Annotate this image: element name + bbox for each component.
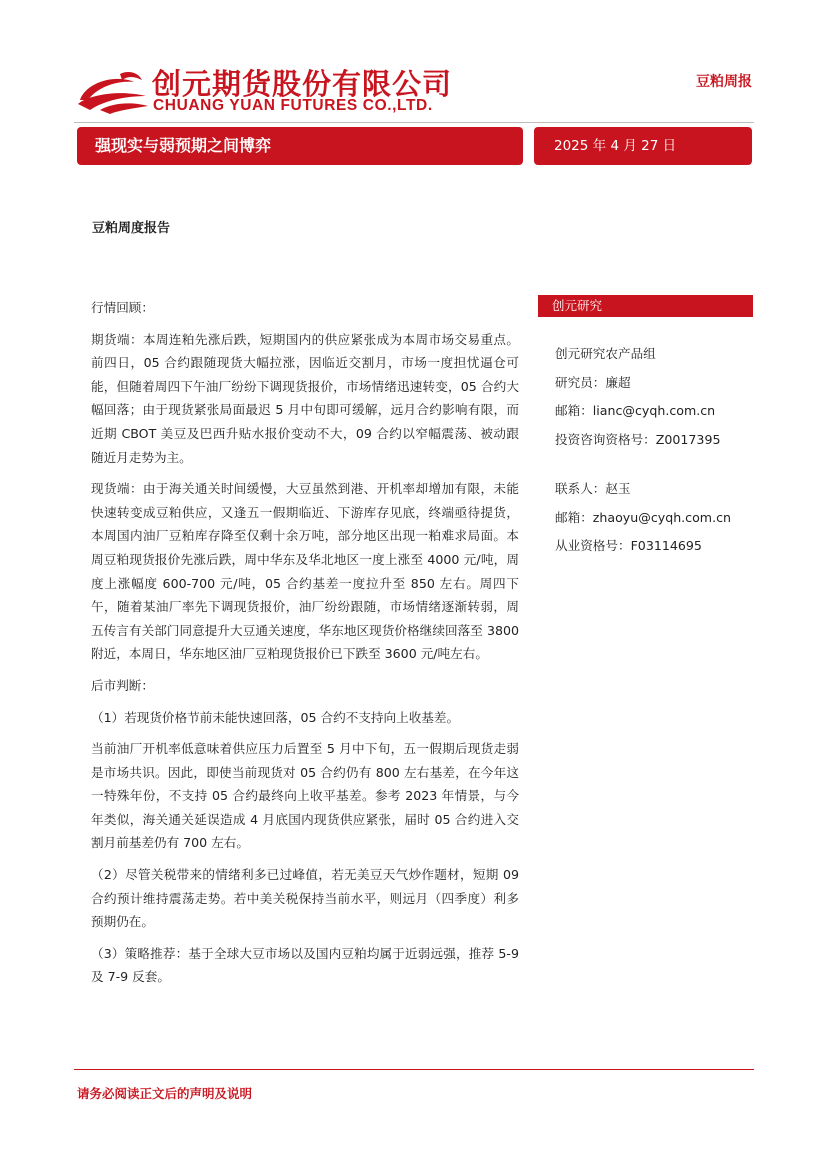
brand-name-en: CHUANG YUAN FUTURES CO.,LTD. — [153, 97, 433, 114]
chuangyuan-logo-icon — [76, 70, 150, 114]
sidebar-team: 创元研究农产品组 — [555, 346, 656, 361]
sidebar-section-title: 创元研究 — [552, 298, 603, 313]
header-divider — [74, 122, 754, 123]
paragraph-point-1-detail: 当前油厂开机率低意味着供应压力后置至 5 月中下旬，五一假期后现货走弱是市场共识。因此，即使当前现货对 05 合约仍有 800 左右基差，在今年这一特殊年份，不支持 05 合约最终向上收平基差。参考 2023 年情景，与今年类似，海关通关延误造成 4 月底国内现货供应紧张，届时 05 合约进入交割月前基差仍有 700 左右。 — [91, 741, 519, 851]
paragraph-point-3: （3）策略推荐：基于全球大豆市场以及国内豆粕均属于近弱远强，推荐 5-9 及 7-9 反套。 — [91, 945, 519, 985]
main-content — [91, 296, 519, 997]
report-title-bar — [77, 127, 523, 165]
document-type: 豆粕周度报告 — [92, 221, 171, 236]
section-heading-outlook: 后市判断： — [91, 677, 154, 693]
footer-disclaimer-note: 请务必阅读正文后的声明及说明 — [77, 1086, 253, 1101]
paragraph-point-1: （1）若现货价格节前未能快速回落，05 合约不支持向上收基差。 — [91, 709, 460, 725]
sidebar-contact-email: 邮箱：zhaoyu@cyqh.com.cn — [555, 510, 731, 525]
sidebar-contact-license: 从业资格号：F03114695 — [555, 538, 702, 553]
paragraph-futures: 期货端：本周连粕先涨后跌，短期国内的供应紧张成为本周市场交易重点。前四日，05 合约跟随现货大幅拉涨，因临近交割月，市场一度担忧逼仓可能，但随着周四下午油厂纷纷下调现货报价，市场情绪迅速转变，05 合约大幅回落；由于现货紧张局面最迟 5 月中旬即可缓解，远月合约影响有限，而近期 CBOT 美豆及巴西升贴水报价变动不大，09 合约以窄幅震荡、被动跟随近月走势为主。 — [91, 331, 519, 465]
report-type-label: 豆粕周报 — [696, 74, 752, 90]
section-heading-review: 行情回顾： — [91, 300, 154, 315]
footer-divider — [74, 1069, 754, 1070]
sidebar-researcher-email: 邮箱：lianc@cyqh.com.cn — [555, 403, 716, 418]
paragraph-spot: 现货端：由于海关通关时间缓慢，大豆虽然到港、开机率却增加有限，未能快速转变成豆粕供应，又逢五一假期临近、下游库存见底，终端亟待提货，本周国内油厂豆粕库存降至仅剩十余万吨，部分地区出现一粕难求局面。本周豆粕现货报价先涨后跌，周中华东及华北地区一度上涨至 4000 元/吨，周度上涨幅度 600-700 元/吨，05 合约基差一度拉升至 850 左右。周四下午，随着某油厂率先下调现货报价，油厂纷纷跟随，市场情绪逐渐转弱，周五传言有关部门同意提升大豆通关速度，华东地区现货价格继续回落至 3800 附近，本周日，华东地区油厂豆粕现货报价已下跌至 3600 元/吨左右。 — [91, 481, 519, 662]
sidebar-researcher: 研究员：廉超 — [555, 375, 631, 390]
paragraph-point-2: （2）尽管关税带来的情绪利多已过峰值，若无美豆天气炒作题材，短期 09 合约预计维持震荡走势。若中美关税保持当前水平，则远月（四季度）利多预期仍在。 — [91, 867, 519, 930]
report-title: 强现实与弱预期之间博弈 — [95, 136, 272, 155]
brand-name-cn: 创元期货股份有限公司 — [152, 67, 453, 101]
report-date-bar — [534, 127, 752, 165]
sidebar-section-bar — [538, 295, 753, 317]
report-date: 2025 年 4 月 27 日 — [554, 138, 677, 154]
sidebar-contact: 联系人：赵玉 — [555, 481, 631, 496]
sidebar-researcher-license: 投资咨询资格号：Z0017395 — [555, 432, 721, 447]
